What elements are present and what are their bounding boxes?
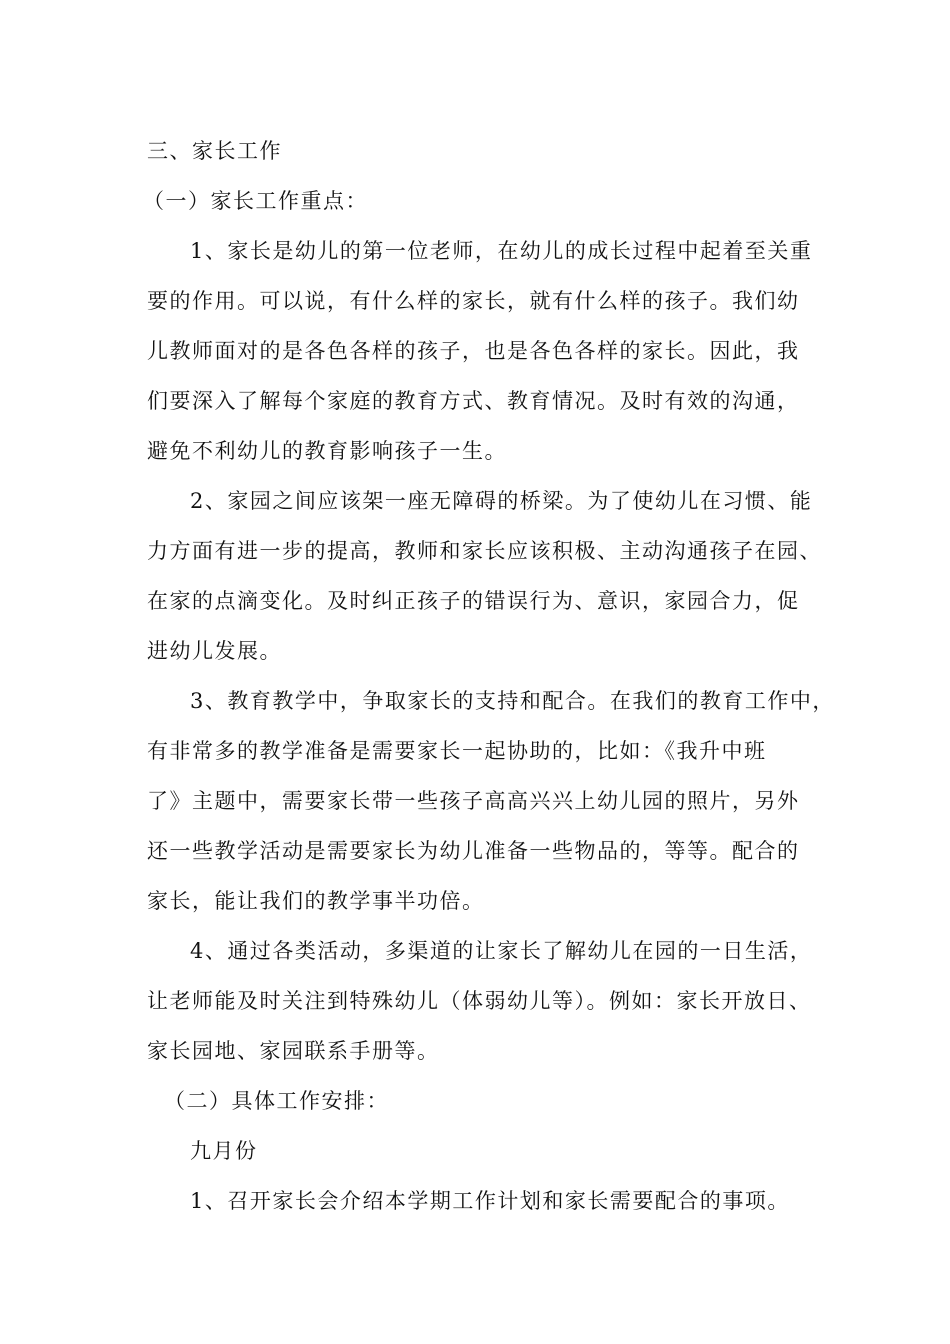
subsection-title-2: （二）具体工作安排： <box>164 1089 389 1113</box>
paragraph-line: 避免不利幼儿的教育影响孩子一生。 <box>147 439 507 463</box>
section-title: 三、家长工作 <box>147 139 282 163</box>
paragraph-line: 家长园地、家园联系手册等。 <box>147 1039 440 1063</box>
paragraph-line: 4、通过各类活动，多渠道的让家长了解幼儿在园的一日生活， <box>190 939 813 963</box>
list-item: 1、召开家长会介绍本学期工作计划和家长需要配合的事项。 <box>190 1189 790 1213</box>
paragraph-line: 让老师能及时关注到特殊幼儿（体弱幼儿等）。例如：家长开放日、 <box>147 989 812 1013</box>
paragraph-line: 1、家长是幼儿的第一位老师，在幼儿的成长过程中起着至关重 <box>190 239 813 263</box>
subsection-title-1: （一）家长工作重点： <box>143 189 368 213</box>
paragraph-line: 儿教师面对的是各色各样的孩子，也是各色各样的家长。因此，我 <box>147 339 800 363</box>
paragraph-line: 了》主题中，需要家长带一些孩子高高兴兴上幼儿园的照片，另外 <box>147 789 800 813</box>
paragraph-line: 有非常多的教学准备是需要家长一起协助的，比如：《我升中班 <box>147 739 767 763</box>
paragraph-line: 进幼儿发展。 <box>147 639 282 663</box>
paragraph-line: 在家的点滴变化。及时纠正孩子的错误行为、意识，家园合力，促 <box>147 589 800 613</box>
paragraph-line: 们要深入了解每个家庭的教育方式、教育情况。及时有效的沟通， <box>147 389 800 413</box>
paragraph-line: 2、家园之间应该架一座无障碍的桥梁。为了使幼儿在习惯、能 <box>190 489 813 513</box>
paragraph-line: 3、教育教学中，争取家长的支持和配合。在我们的教育工作中， <box>190 689 835 713</box>
month-heading: 九月份 <box>190 1139 258 1163</box>
paragraph-line: 还一些教学活动是需要家长为幼儿准备一些物品的，等等。配合的 <box>147 839 800 863</box>
paragraph-line: 要的作用。可以说，有什么样的家长，就有什么样的孩子。我们幼 <box>147 289 800 313</box>
paragraph-line: 家长，能让我们的教学事半功倍。 <box>147 889 485 913</box>
paragraph-line: 力方面有进一步的提高，教师和家长应该积极、主动沟通孩子在园、 <box>147 539 822 563</box>
